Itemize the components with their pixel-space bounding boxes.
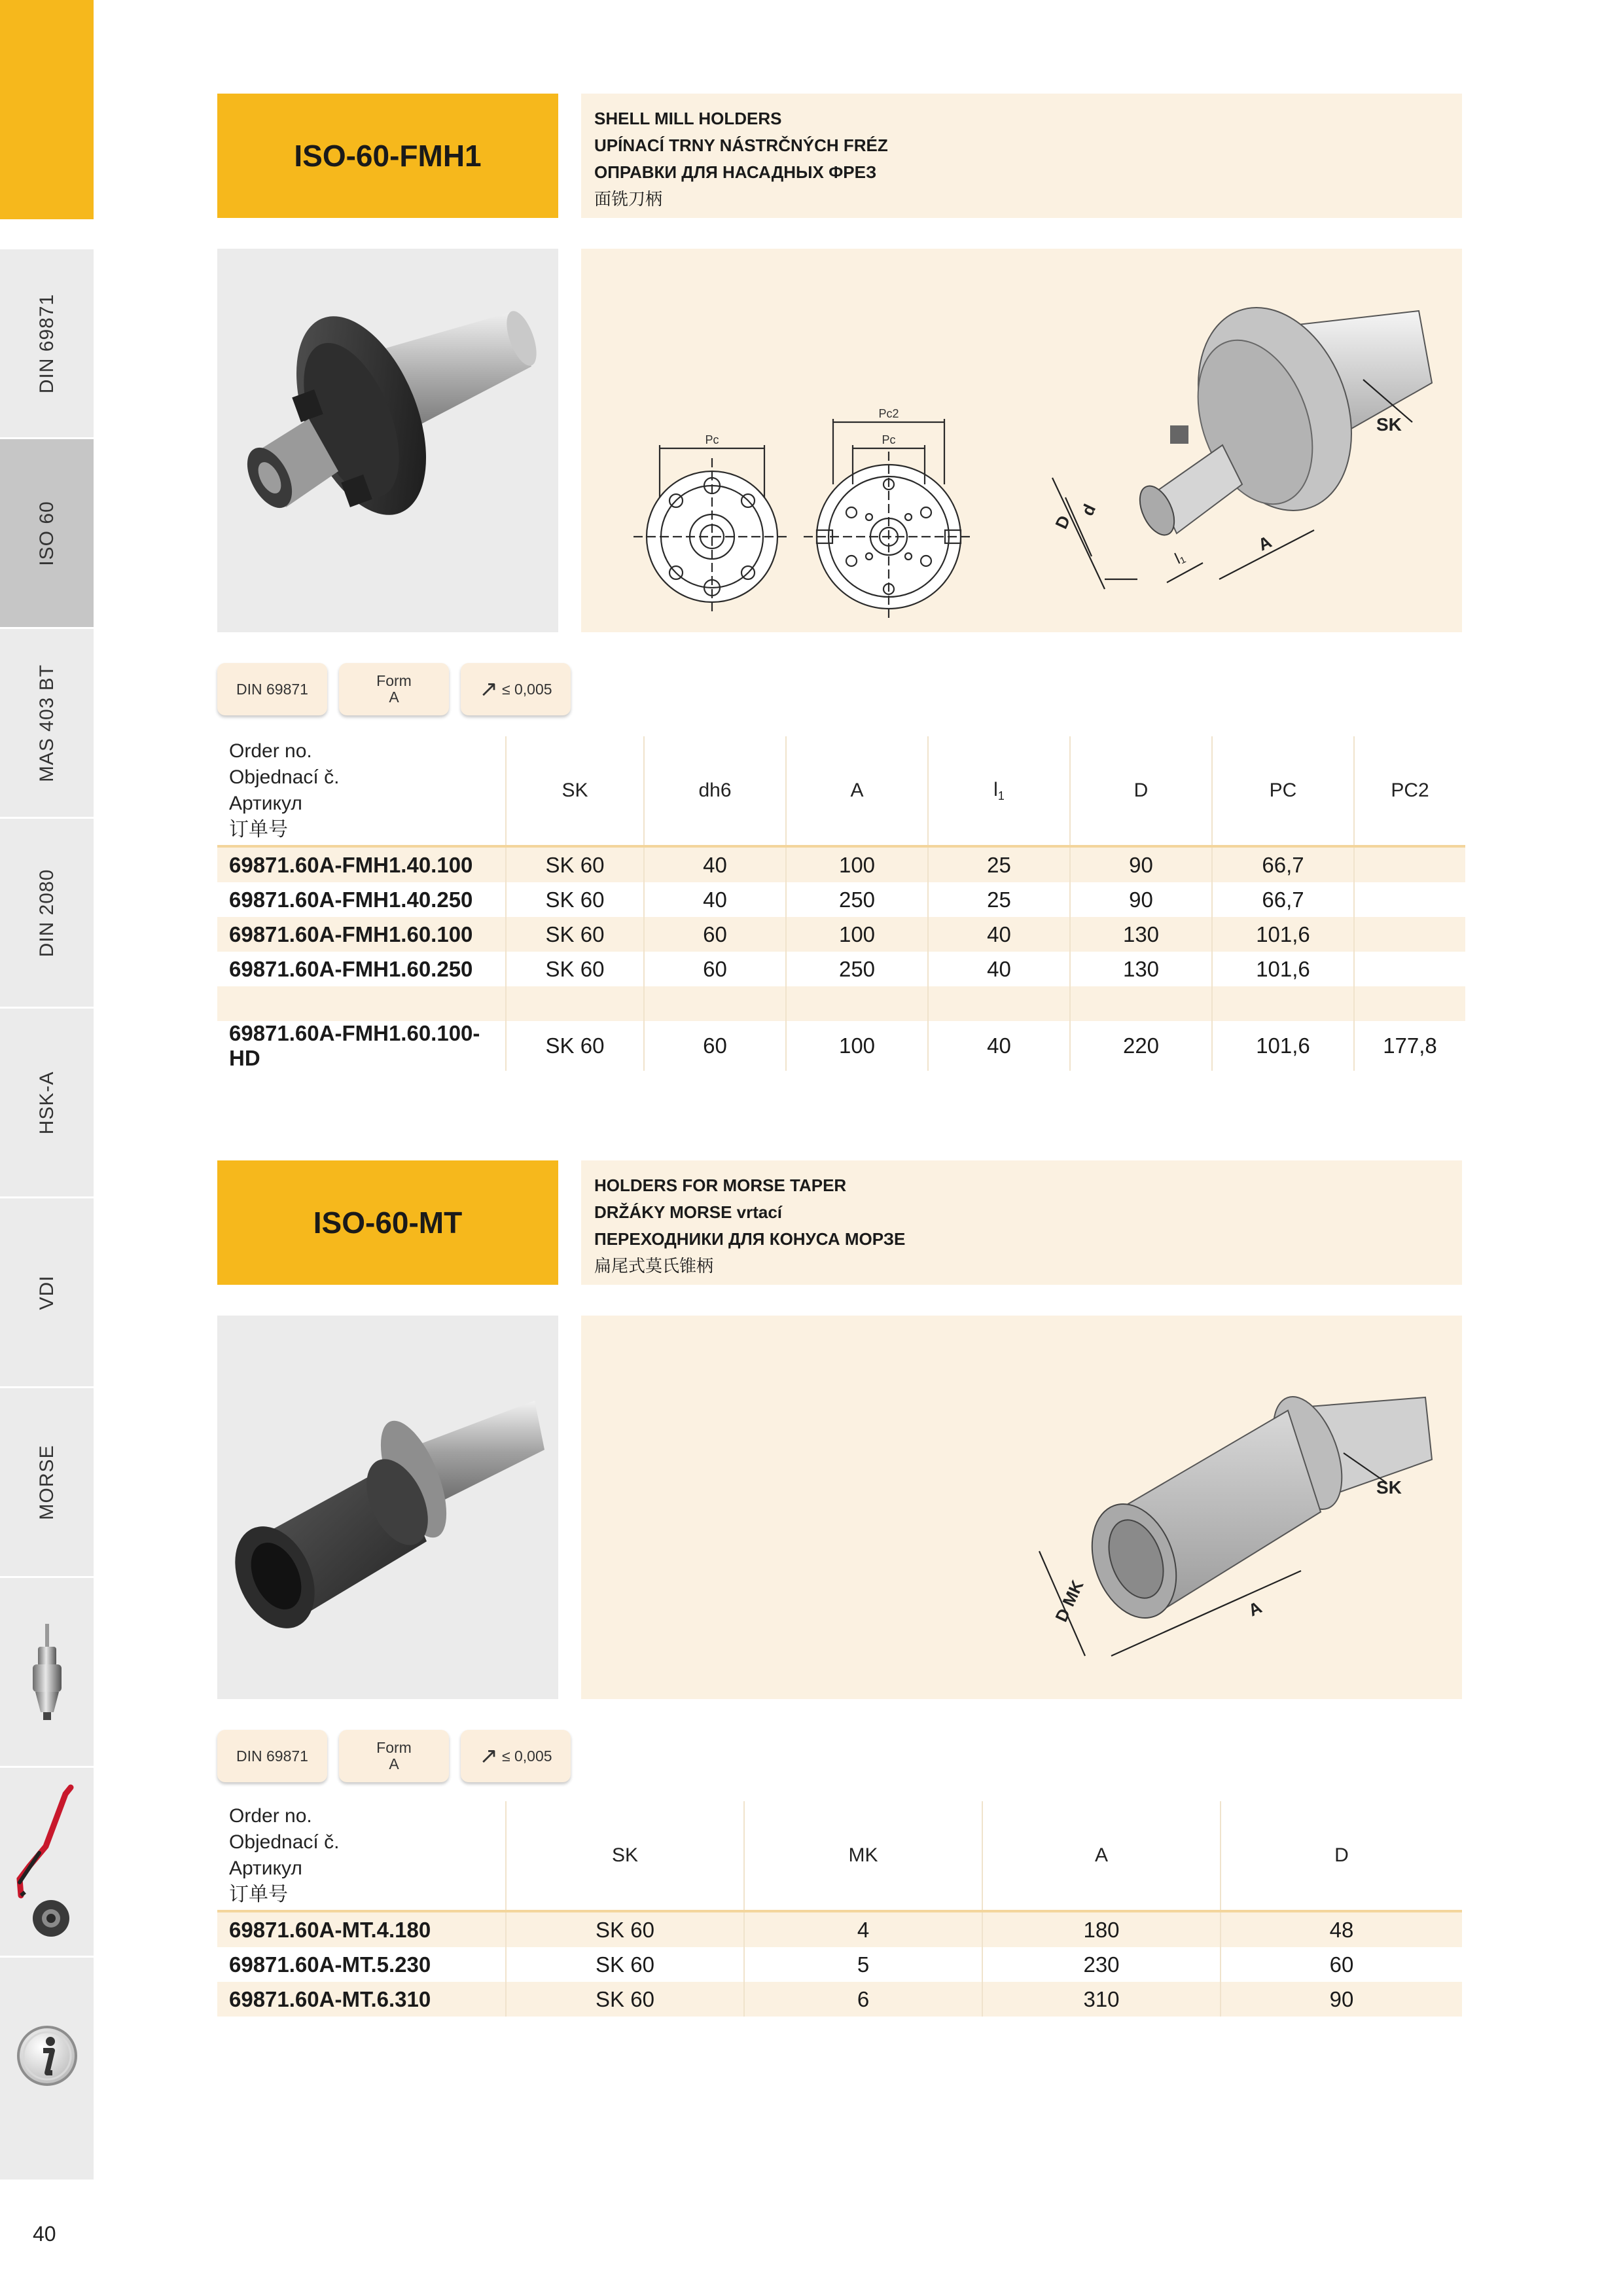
table-header-row	[217, 736, 1465, 846]
desc-line-en: HOLDERS FOR MORSE TAPER	[594, 1175, 847, 1195]
badge-form-value: A	[389, 1755, 399, 1772]
desc-line-cn: 扁尾式莫氏锥柄	[594, 1256, 714, 1276]
header-a: A	[786, 736, 928, 846]
table-row: 69871.60A-FMH1.40.250 SK 60 40 250 25 90 66,7	[217, 882, 1465, 917]
sidebar	[0, 0, 94, 2179]
table-header-row	[217, 1801, 1462, 1911]
sidebar-item-label: MAS 403 BT	[35, 664, 58, 782]
header-pc: PC	[1212, 736, 1354, 846]
header-d: D	[1070, 736, 1212, 846]
badge-din-69871: DIN 69871	[217, 663, 327, 715]
badge-form-value: A	[389, 689, 399, 706]
table-row: 69871.60A-FMH1.40.100 SK 60 40 100 25 90 66,7	[217, 846, 1465, 882]
sidebar-item-label: VDI	[35, 1274, 58, 1310]
drawing-label-d: d	[1077, 501, 1100, 519]
badge-din-69871: DIN 69871	[217, 1730, 327, 1782]
technical-drawing-mt	[581, 1316, 1462, 1699]
sidebar-accent-block	[0, 0, 94, 219]
table-row-empty	[217, 986, 1465, 1021]
technical-drawing-fmh1	[581, 249, 1462, 632]
header-order-no: Order no. Objednací č. Артикул 订单号	[229, 740, 340, 840]
table-row: 69871.60A-FMH1.60.100-HD SK 60 60 100 40 220 101,6 177,8	[217, 1021, 1465, 1071]
sidebar-item-iso-60[interactable]	[0, 437, 94, 627]
header-sk: SK	[506, 1801, 744, 1911]
header-dh6: dh6	[644, 736, 786, 846]
drawing-label-pc: Pc	[705, 433, 719, 446]
desc-line-ru: ПЕРЕХОДНИКИ ДЛЯ КОНУСА МОРЗЕ	[594, 1229, 906, 1249]
drawing-label-dmk: D MK	[1051, 1577, 1088, 1625]
table-row: 69871.60A-MT.4.180 SK 60 4 180 48	[217, 1911, 1462, 1947]
badge-form-label: Form	[376, 672, 412, 689]
badge-runout	[461, 1730, 571, 1782]
section-description	[581, 94, 1462, 218]
drill-chuck-icon	[0, 1578, 94, 1768]
section-description	[581, 1160, 1462, 1285]
drawing-label-pc2: Pc2	[878, 407, 899, 420]
table-row: 69871.60A-FMH1.60.100 SK 60 60 100 40 130 101,6	[217, 917, 1465, 952]
drawing-label-sk: SK	[1376, 414, 1402, 435]
page-number: 40	[33, 2222, 56, 2246]
table-row: 69871.60A-MT.6.310 SK 60 6 310 90	[217, 1982, 1462, 2017]
info-icon	[0, 1958, 94, 2147]
desc-line-cn: 面铣刀柄	[594, 189, 663, 209]
header-pc2: PC2	[1354, 736, 1465, 846]
table-row: 69871.60A-FMH1.60.250 SK 60 60 250 40 130 101,6	[217, 952, 1465, 986]
product-photo-shell-mill-holder	[217, 249, 558, 632]
sidebar-item-morse[interactable]	[0, 1386, 94, 1576]
sidebar-item-hsk-a[interactable]	[0, 1007, 94, 1196]
desc-line-cz: DRŽÁKY MORSE vrtací	[594, 1202, 783, 1222]
runout-arrow-icon: ↗	[479, 676, 498, 702]
header-l1: $l_1$	[928, 736, 1070, 846]
hook-wrench-icon	[0, 1768, 94, 1958]
sidebar-item-label: DIN 69871	[35, 293, 58, 393]
header-order-no: Order no. Objednací č. Артикул 订单号	[229, 1805, 340, 1905]
sidebar-item-din-69871[interactable]	[0, 247, 94, 437]
runout-arrow-icon: ↗	[479, 1743, 498, 1768]
product-table-fmh1	[217, 736, 1465, 1071]
drawing-label-pc-inner: Pc	[882, 433, 896, 446]
desc-line-ru: ОПРАВКИ ДЛЯ НАСАДНЫХ ФРЕЗ	[594, 162, 877, 182]
sidebar-item-label: DIN 2080	[35, 869, 58, 957]
header-a: A	[982, 1801, 1221, 1911]
badge-form	[339, 1730, 449, 1782]
table-row: 69871.60A-MT.5.230 SK 60 5 230 60	[217, 1947, 1462, 1982]
drawing-label-l1: l₁	[1172, 548, 1188, 568]
sidebar-item-label: HSK-A	[35, 1071, 58, 1134]
section-title-iso-60-fmh1: ISO-60-FMH1	[217, 94, 558, 218]
sidebar-item-label: MORSE	[35, 1444, 58, 1520]
sidebar-item-mas-403-bt[interactable]	[0, 627, 94, 817]
sidebar-item-label: ISO 60	[35, 500, 58, 566]
badge-form-label: Form	[376, 1739, 412, 1756]
badge-runout-value: ≤ 0,005	[501, 1747, 552, 1765]
drawing-label-A: A	[1245, 1597, 1265, 1621]
sidebar-item-accessories[interactable]	[0, 1766, 94, 1956]
sidebar-item-vdi[interactable]	[0, 1196, 94, 1386]
sidebar-item-drill-chuck[interactable]	[0, 1576, 94, 1766]
section-title-iso-60-mt: ISO-60-MT	[217, 1160, 558, 1285]
product-photo-morse-taper-holder	[217, 1316, 558, 1699]
badge-form	[339, 663, 449, 715]
sidebar-item-din-2080[interactable]	[0, 817, 94, 1007]
drawing-label-A: A	[1255, 531, 1275, 555]
badge-runout-value: ≤ 0,005	[501, 680, 552, 698]
drawing-label-sk: SK	[1376, 1477, 1402, 1498]
header-d: D	[1221, 1801, 1462, 1911]
product-table-mt	[217, 1801, 1462, 2017]
desc-line-cz: UPÍNACÍ TRNY NÁSTRČNÝCH FRÉZ	[594, 135, 888, 155]
drawing-label-D: D	[1051, 512, 1075, 532]
header-sk: SK	[506, 736, 644, 846]
badge-runout	[461, 663, 571, 715]
desc-line-en: SHELL MILL HOLDERS	[594, 109, 782, 128]
header-mk: MK	[744, 1801, 982, 1911]
sidebar-item-info[interactable]	[0, 1956, 94, 2179]
